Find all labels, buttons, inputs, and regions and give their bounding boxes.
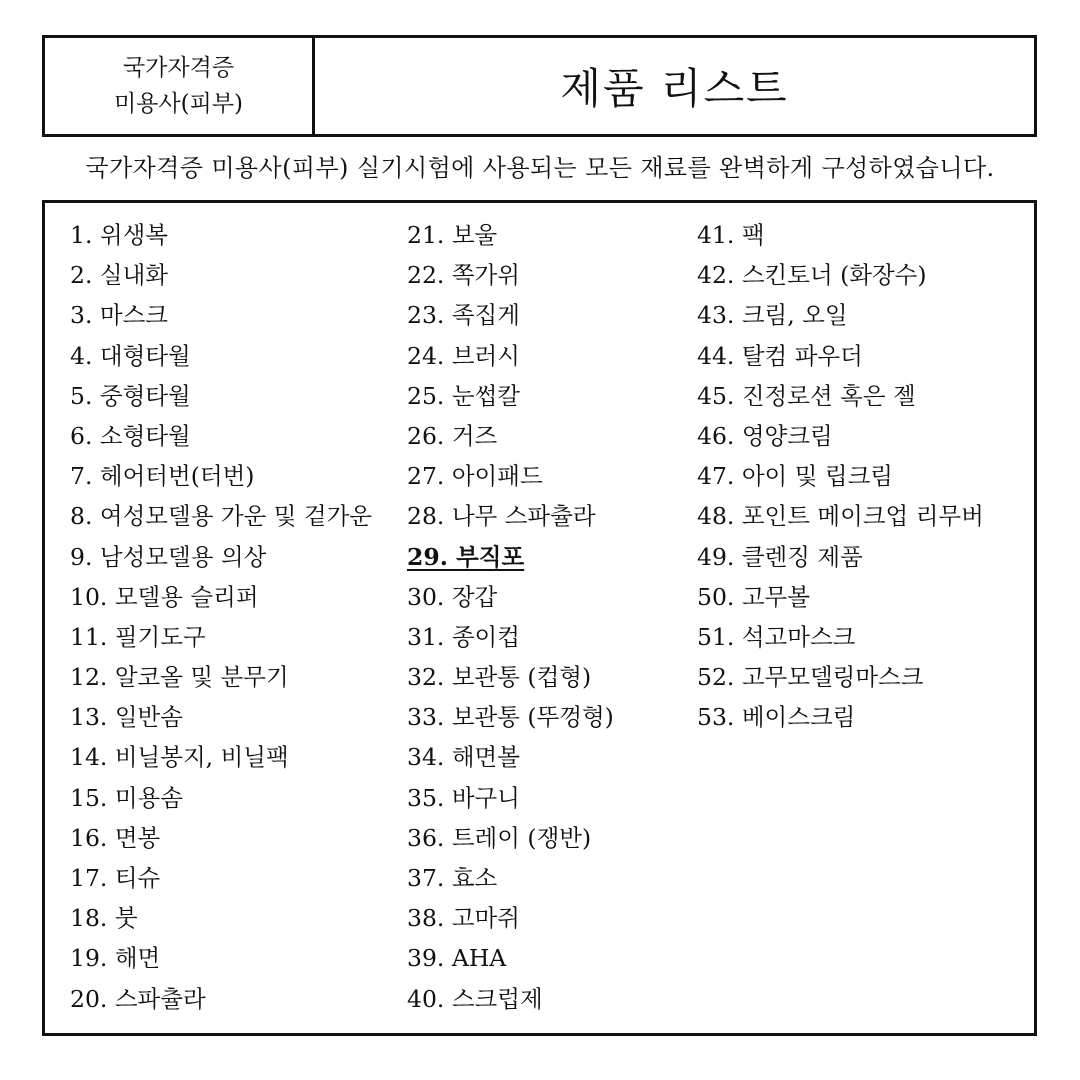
product-list-item: 26. 거즈 [407,421,498,450]
header-box [42,35,1037,137]
product-list-item: 31. 종이컵 [407,622,520,651]
product-list-item: 48. 포인트 메이크업 리무버 [697,502,984,531]
product-list-item: 49. 클렌징 제품 [697,542,863,571]
product-list-item: 7. 헤어터번(터번) [70,462,255,491]
product-list-item: 39. AHA [407,944,507,973]
product-list-item: 44. 탈컴 파우더 [697,341,863,370]
product-list-item: 41. 팩 [697,221,765,249]
product-list-item: 12. 알코올 및 분무기 [70,663,289,692]
certificate-label [45,38,315,134]
product-list-item: 29. 부직포 [407,542,525,571]
product-list-item: 11. 필기도구 [70,622,206,651]
product-list-item: 5. 중형타월 [70,381,191,410]
product-list-item: 53. 베이스크림 [697,703,856,732]
product-list-item: 13. 일반솜 [70,703,183,732]
product-list-item: 2. 실내화 [70,261,168,290]
product-list-item: 52. 고무모델링마스크 [697,663,924,692]
product-list-item: 23. 족집게 [407,301,520,330]
product-list-item: 46. 영양크림 [697,421,833,450]
product-list-box [42,200,1037,1036]
product-list-item: 1. 위생복 [70,221,168,249]
product-list-item: 3. 마스크 [70,301,168,330]
product-list-item: 28. 나무 스파츌라 [407,502,596,531]
product-list-item: 21. 보울 [407,221,498,249]
product-list-item: 32. 보관통 (컵형) [407,663,592,692]
product-list-item: 40. 스크럽제 [407,984,543,1013]
product-list-item: 38. 고마쥐 [407,904,520,933]
product-list-item: 20. 스파츌라 [70,984,206,1013]
certificate-label-line2: 미용사(피부) [113,91,244,117]
product-list-item: 25. 눈썹칼 [407,381,520,410]
product-list-item: 47. 아이 및 립크림 [697,462,893,491]
product-list-item: 34. 해면볼 [407,743,520,772]
product-list-item: 17. 티슈 [70,864,161,892]
product-list-item: 27. 아이패드 [407,462,543,491]
product-list-item: 16. 면봉 [70,823,161,852]
product-list-column-1 [70,215,372,1019]
product-list-item: 37. 효소 [407,864,498,892]
product-list-item: 30. 장갑 [407,582,498,611]
product-list-item: 24. 브러시 [407,341,520,370]
product-list-item: 33. 보관통 (뚜껑형) [407,703,614,732]
product-list-item: 36. 트레이 (쟁반) [407,823,592,852]
product-list-item: 22. 쪽가위 [407,261,520,290]
page-title: 제품 리스트 [560,64,789,113]
product-list-column-2 [407,215,614,1019]
product-list-item: 51. 석고마스크 [697,622,856,651]
product-list-item: 4. 대형타월 [70,341,191,370]
product-list-item: 10. 모델용 슬리퍼 [70,582,259,611]
product-list-item: 42. 스킨토너 (화장수) [697,261,927,290]
product-list-item: 8. 여성모델용 가운 및 겉가운 [70,502,373,531]
product-list-item: 19. 해면 [70,944,161,973]
product-list-item: 35. 바구니 [407,783,520,812]
product-list-item: 14. 비닐봉지, 비닐팩 [70,743,289,772]
product-list-item: 50. 고무볼 [697,582,810,611]
product-list-item: 43. 크림, 오일 [697,301,848,330]
product-list-item: 6. 소형타월 [70,421,191,450]
page-subtitle: 국가자격증 미용사(피부) 실기시험에 사용되는 모든 재료를 완벽하게 구성하였습니다. [85,154,995,182]
product-list-item: 9. 남성모델용 의상 [70,542,267,571]
product-list-item: 18. 붓 [70,904,138,933]
product-list-item: 45. 진정로션 혹은 젤 [697,381,916,410]
product-list-column-3 [697,215,984,737]
certificate-label-line1: 국가자격증 [122,55,235,81]
product-list-item: 15. 미용솜 [70,783,183,812]
